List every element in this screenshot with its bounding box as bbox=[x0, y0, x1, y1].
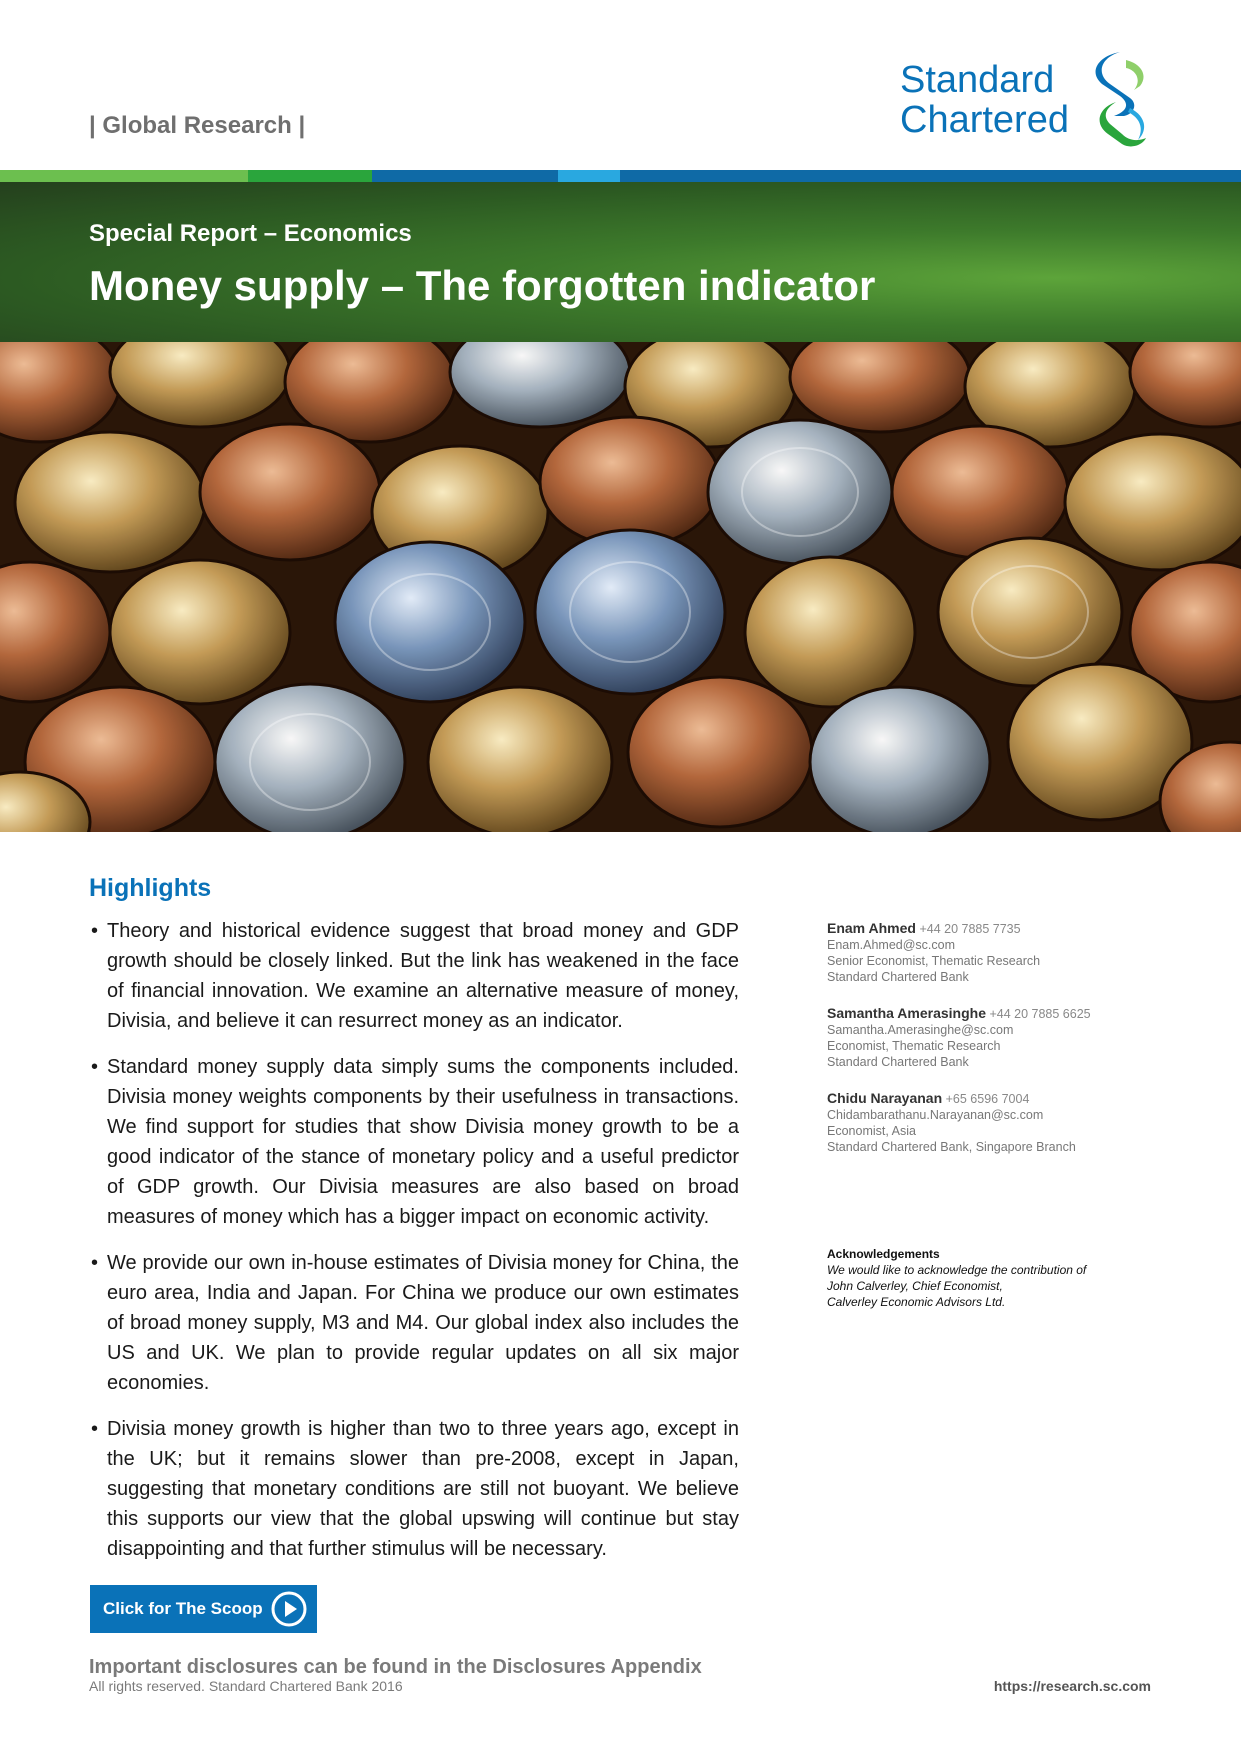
color-stripe-4 bbox=[558, 170, 620, 182]
list-item bbox=[89, 916, 739, 1036]
color-stripe-3 bbox=[372, 170, 558, 182]
contact-org: Standard Chartered Bank bbox=[827, 1055, 969, 1069]
ack-line: John Calverley, Chief Economist, bbox=[827, 1279, 1003, 1293]
contact-org: Standard Chartered Bank bbox=[827, 970, 969, 984]
contact-name: Samantha Amerasinghe bbox=[827, 1005, 986, 1021]
contact-phone: +44 20 7885 6625 bbox=[989, 1007, 1091, 1021]
research-link[interactable]: https://research.sc.com bbox=[993, 1678, 1151, 1694]
analyst-contacts bbox=[827, 920, 1147, 1175]
bullet-icon: • bbox=[91, 1056, 99, 1078]
contact-title: Economist, Thematic Research bbox=[827, 1039, 1001, 1053]
contact-title: Senior Economist, Thematic Research bbox=[827, 954, 1041, 968]
bullet-icon: • bbox=[91, 1418, 99, 1440]
play-icon bbox=[271, 1591, 307, 1627]
bullet-icon: • bbox=[91, 920, 99, 942]
color-stripe-1 bbox=[0, 170, 248, 182]
contact-name: Chidu Narayanan bbox=[827, 1090, 943, 1106]
contact-email[interactable]: Chidambarathanu.Narayanan@sc.com bbox=[827, 1108, 1044, 1122]
coins-illustration bbox=[0, 342, 1241, 832]
scoop-button-label: Click for The Scoop bbox=[103, 1599, 263, 1618]
ack-line: We would like to acknowledge the contribution of bbox=[827, 1263, 1087, 1277]
list-item bbox=[89, 1052, 739, 1232]
highlight-text: Divisia money growth is higher than two to three years ago, except in the UK; but it remains slower than pre-2008, except in Japan, suggesting that monetary conditions are still not buoyant. We believe this supports our view that the global upswing will continue but stay disappointing and that further stimulus will be necessary. bbox=[107, 1418, 739, 1560]
contact-email[interactable]: Enam.Ahmed@sc.com bbox=[827, 938, 956, 952]
section-label: | Global Research | bbox=[89, 112, 306, 139]
acknowledgements bbox=[827, 1246, 1147, 1310]
contact-card bbox=[827, 1090, 1147, 1155]
contact-card bbox=[827, 1005, 1147, 1070]
copyright: All rights reserved. Standard Chartered Bank 2016 bbox=[89, 1678, 403, 1694]
color-stripe-5 bbox=[620, 170, 1241, 182]
title-banner bbox=[0, 182, 1241, 342]
list-item bbox=[89, 1414, 739, 1564]
contact-phone: +65 6596 7004 bbox=[945, 1092, 1030, 1106]
coins-photo bbox=[0, 342, 1241, 832]
brand-logo bbox=[900, 50, 1160, 160]
contact-email[interactable]: Samantha.Amerasinghe@sc.com bbox=[827, 1023, 1014, 1037]
highlights-list bbox=[89, 916, 739, 1580]
highlight-text: Theory and historical evidence suggest that broad money and GDP growth should be closely linked. But the link has weakened in the face of financial innovation. We examine an alternative measure of money, Divisia, and believe it can resurrect money as an indicator. bbox=[107, 920, 739, 1032]
report-type: Special Report – Economics bbox=[89, 220, 412, 247]
ack-title: Acknowledgements bbox=[827, 1247, 940, 1261]
contact-name: Enam Ahmed bbox=[827, 920, 916, 936]
contact-phone: +44 20 7885 7735 bbox=[919, 922, 1021, 936]
contact-title: Economist, Asia bbox=[827, 1124, 916, 1138]
list-item bbox=[89, 1248, 739, 1398]
contact-org: Standard Chartered Bank, Singapore Branch bbox=[827, 1140, 1076, 1154]
contact-card bbox=[827, 920, 1147, 985]
highlight-text: Standard money supply data simply sums the components included. Divisia money weights components by their usefulness in transactions. We find support for studies that show Divisia money growth to be a good indicator of the stance of monetary policy and a useful predictor of GDP growth. Our Divisia measures are also based on broad measures of money which has a bigger impact on economic activity. bbox=[107, 1056, 739, 1228]
color-stripe-2 bbox=[248, 170, 372, 182]
brand-line2: Chartered bbox=[900, 99, 1069, 141]
brand-line1: Standard bbox=[900, 59, 1055, 101]
scoop-button[interactable] bbox=[90, 1585, 317, 1633]
ack-line: Calverley Economic Advisors Ltd. bbox=[827, 1295, 1006, 1309]
brand-swoosh-icon bbox=[1090, 50, 1152, 150]
brand-wordmark bbox=[900, 60, 1069, 140]
highlight-text: We provide our own in-house estimates of Divisia money for China, the euro area, India and Japan. For China we produce our own estimates of broad money supply, M3 and M4. Our global index also includes the US and UK. We plan to provide regular updates on all six major economies. bbox=[107, 1252, 739, 1394]
page-title: Money supply – The forgotten indicator bbox=[89, 262, 876, 309]
bullet-icon: • bbox=[91, 1252, 99, 1274]
highlights-heading: Highlights bbox=[89, 874, 212, 902]
disclosure-note: Important disclosures can be found in the Disclosures Appendix bbox=[89, 1656, 702, 1678]
